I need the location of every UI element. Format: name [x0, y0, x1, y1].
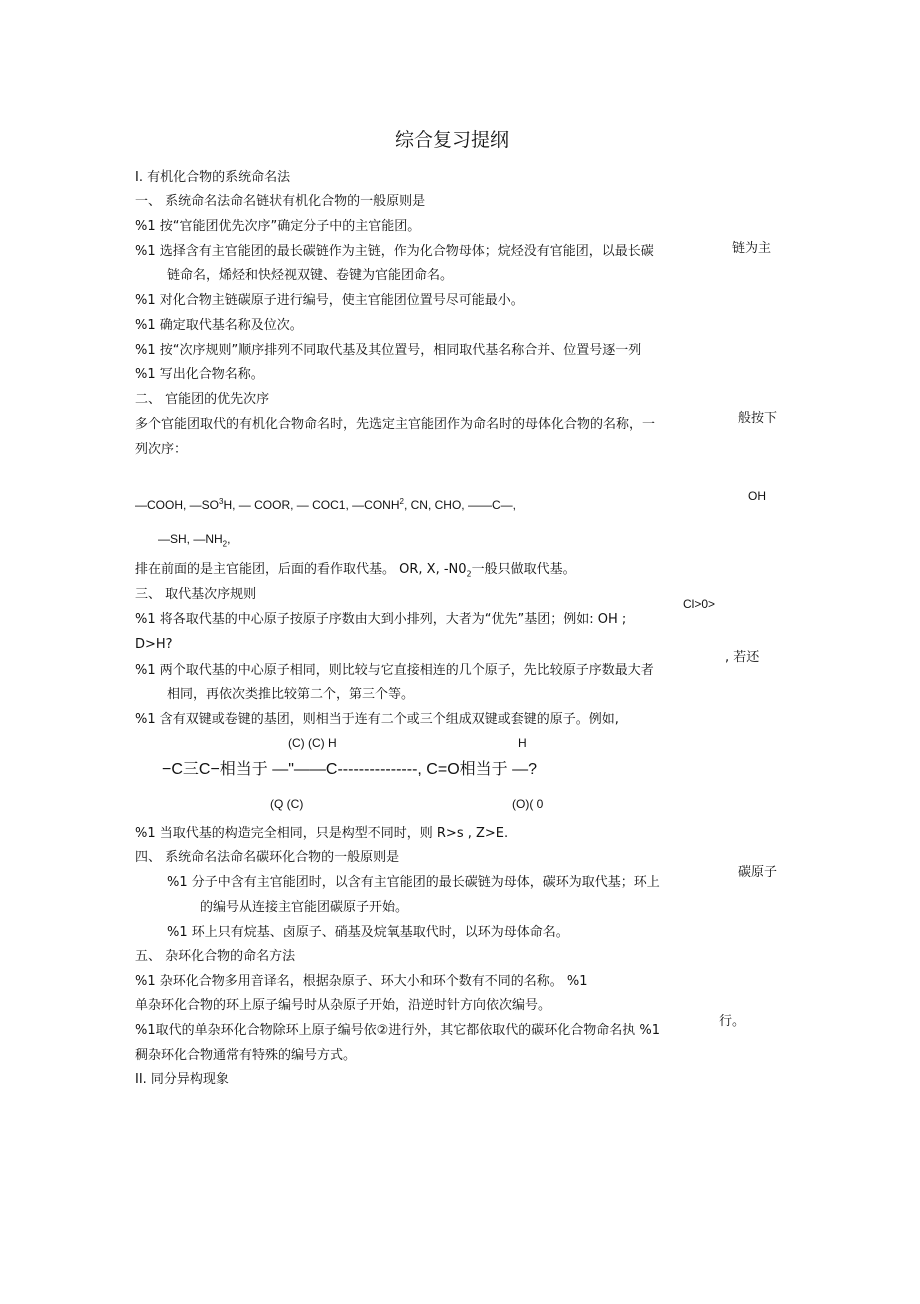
page-title: 综合复习提纲: [395, 129, 510, 151]
formula-sub: 2: [466, 569, 472, 579]
text-line: %1 含有双键或卷键的基团，则相当于连有二个或三个组成双键或套键的原子。例如,: [135, 712, 619, 727]
text-line: %1 当取代基的构造完全相同，只是构型不同时，则 R>s , Z>E.: [135, 826, 509, 841]
subsection-heading-3: 三、 取代基次序规则: [135, 587, 257, 602]
text-line: %1 按“官能团优先次序”确定分子中的主官能团。: [135, 219, 421, 234]
text-line: %1 将各取代基的中心原子按原子序数由大到小排列，大者为“优先”基团；例如: OH ;: [135, 612, 627, 627]
text-line: %1 分子中含有主官能团时，以含有主官能团的最长碳链为母体，碳环为取代基；环上: [167, 875, 660, 890]
subsection-heading-1: 一、 系统命名法命名链状有机化合物的一般原则是: [135, 194, 426, 209]
text-line: %1 两个取代基的中心原子相同，则比较与它直接相连的几个原子，先比较原子序数最大者: [135, 663, 654, 678]
formula-part: —SH, —NH: [158, 532, 223, 546]
text-line: 相同，再依次类推比较第二个，第三个等。: [167, 687, 415, 702]
functional-group-list: [135, 494, 516, 513]
subsection-heading-5: 五、 杂环化合物的命名方法: [135, 949, 296, 964]
section-heading-2: II. 同分异构现象: [135, 1072, 229, 1087]
margin-note: 般按下: [738, 411, 778, 426]
text-line: %1 对化合物主链碳原子进行编号，使主官能团位置号尽可能最小。: [135, 293, 524, 308]
margin-note: 碳原子: [738, 865, 778, 880]
structure-label-bottom-right: (O)( 0: [512, 797, 544, 811]
text-line: [135, 562, 576, 583]
text-part: 排在前面的是主官能团，后面的看作取代基。 OR, X, -N0: [135, 562, 467, 577]
formula-sup: 3: [219, 497, 224, 506]
margin-note: 行。: [719, 1014, 746, 1029]
subsection-heading-2: 二、 官能团的优先次序: [135, 392, 270, 407]
margin-note: 链为主: [732, 241, 772, 256]
text-line: 的编号从连接主官能团碳原子开始。: [200, 900, 409, 915]
subsection-heading-4: 四、 系统命名法命名碳环化合物的一般原则是: [135, 850, 400, 865]
formula-part: ,: [227, 532, 231, 546]
structure-label-top-left: (C) (C) H: [288, 736, 337, 750]
section-heading-1: I. 有机化合物的系统命名法: [135, 170, 291, 185]
margin-note: , 若还: [725, 650, 760, 665]
formula-part: , CN, CHO, ——C—,: [403, 498, 516, 512]
text-line: %1 选择含有主官能团的最长碳链作为主链，作为化合物母体；烷烃没有官能团，以最长碳: [135, 244, 654, 259]
text-line: %1 写出化合物名称。: [135, 367, 264, 382]
text-line: 列次序：: [135, 442, 188, 457]
margin-note: OH: [748, 489, 766, 503]
structure-equation: −C三C−相当于 —"——C---------------, C=O相当于 —?: [162, 761, 537, 778]
text-line: %1 杂环化合物多用音译名，根据杂原子、环大小和环个数有不同的名称。 %1: [135, 974, 588, 989]
text-line: %1 按“次序规则”顺序排列不同取代基及其位置号，相同取代基名称合并、位置号逐一列: [135, 343, 642, 358]
text-part: 一般只做取代基。: [471, 562, 576, 577]
margin-note: Cl>0>: [683, 597, 716, 611]
structure-label-bottom-left: (Q (C): [270, 797, 304, 811]
text-line: 单杂环化合物的环上原子编号时从杂原子开始，沿逆时针方向依次编号。: [135, 998, 552, 1013]
text-line: 多个官能团取代的有机化合物命名时，先选定主官能团作为命名时的母体化合物的名称，一: [135, 417, 656, 432]
formula-sub: 2: [222, 539, 228, 549]
text-line: 稠杂环化合物通常有特殊的编号方式。: [135, 1048, 357, 1063]
text-line: 链命名，烯烃和快烃视双键、卷键为官能团命名。: [167, 268, 454, 283]
text-line: %1 确定取代基名称及位次。: [135, 318, 303, 333]
functional-group-list-2: [158, 531, 230, 552]
text-line: %1 环上只有烷基、卤原子、硝基及烷氧基取代时，以环为母体命名。: [167, 925, 569, 940]
structure-label-top-right: H: [518, 736, 527, 750]
text-line: D>H?: [135, 637, 173, 652]
formula-sup: 2: [399, 497, 404, 506]
formula-part: H, — COOR, — COC1, —CONH: [223, 498, 400, 512]
formula-part: —COOH, —SO: [135, 498, 220, 512]
text-line: %1取代的单杂环化合物除环上原子编号依②进行外，其它都依取代的碳环化合物命名执 %1: [135, 1023, 661, 1038]
